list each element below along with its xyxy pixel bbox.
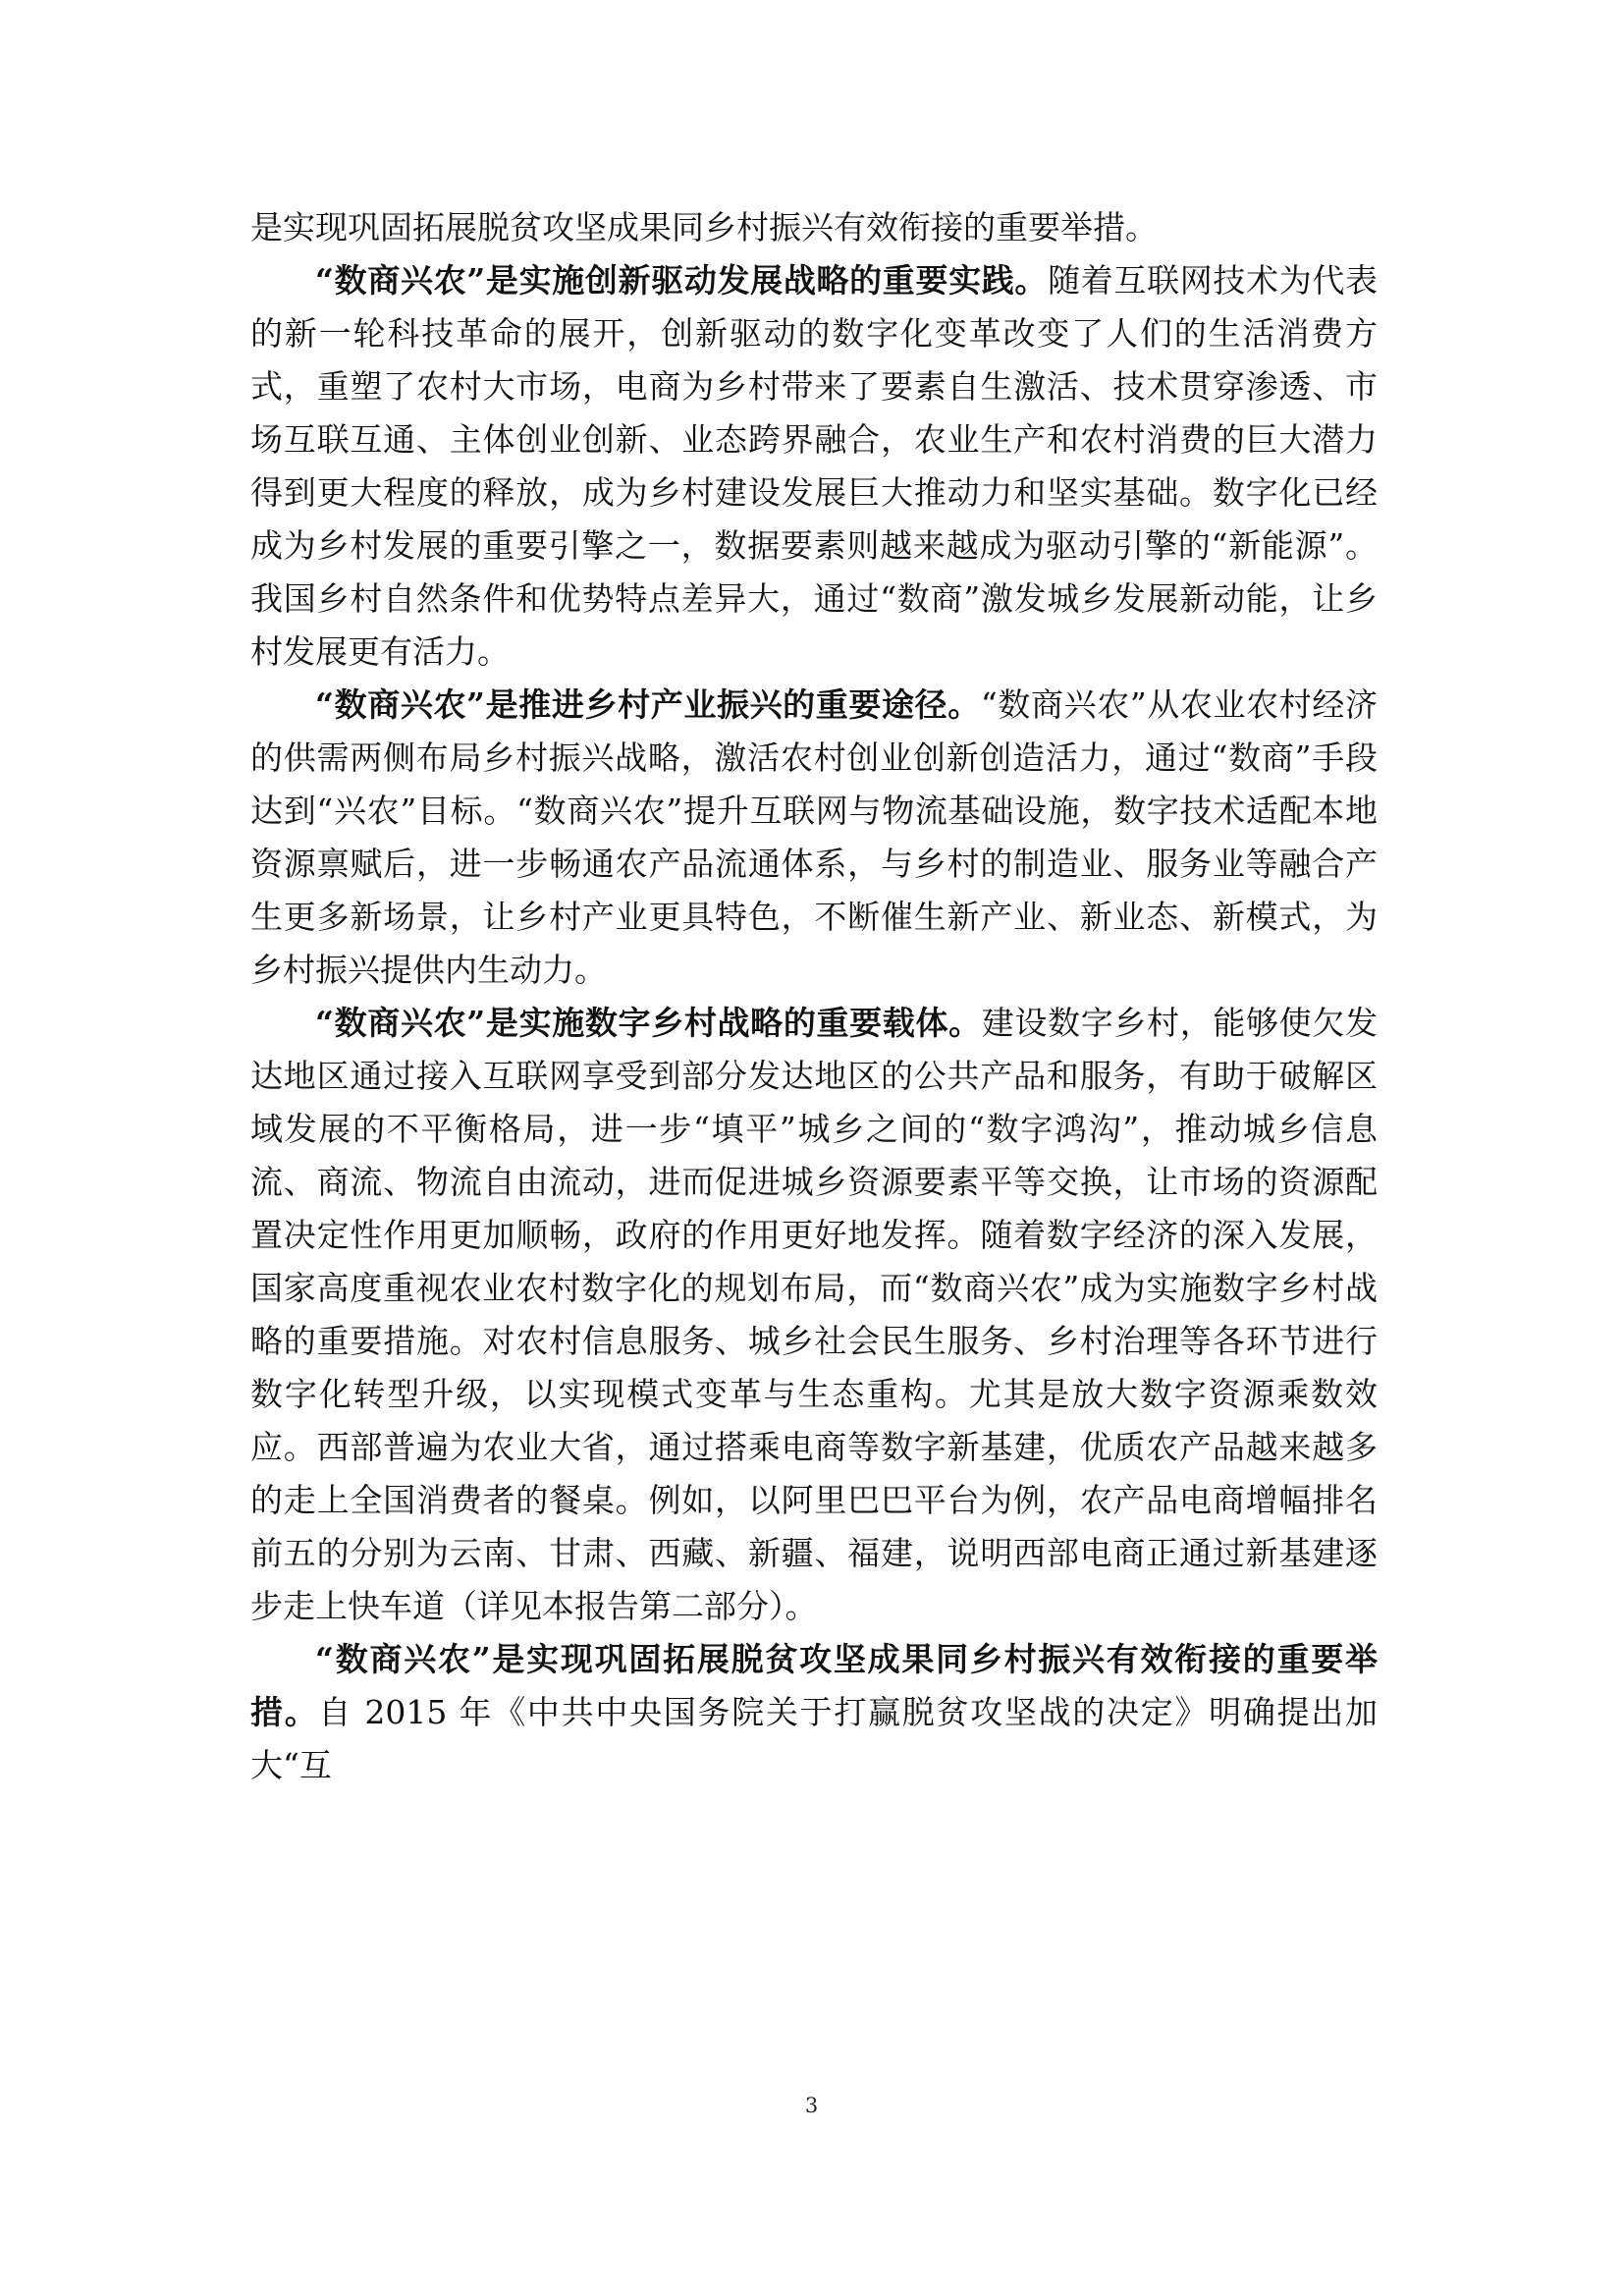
paragraph-text: 自 2015 年《中共中央国务院关于打赢脱贫攻坚战的决定》明确提出加大“互	[250, 1693, 1378, 1784]
paragraph-continuation	[250, 201, 1378, 254]
paragraph-innovation-driven	[250, 254, 1378, 679]
page-number: 3	[804, 2094, 819, 2117]
paragraph-text: 是实现巩固拓展脱贫攻坚成果同乡村振兴有效衔接的重要举措。	[250, 208, 1158, 246]
paragraph-text: “数商兴农”从农业农村经济的供需两侧布局乡村振兴战略，激活农村创业创新创造活力，通过“数商”手段达到“兴农”目标。“数商兴农”提升互联网与物流基础设施，数字技术适配本地资源禀赋后，进一步畅通农产品流通体系，与乡村的制造业、服务业等融合产生更多新场景，让乡村产业更具特色，不断催生新产业、新业态、新模式，为乡村振兴提供内生动力。	[250, 685, 1378, 989]
paragraph-text: 随着互联网技术为代表的新一轮科技革命的展开，创新驱动的数字化变革改变了人们的生活消费方式，重塑了农村大市场，电商为乡村带来了要素自生激活、技术贯穿渗透、市场互联互通、主体创业创新、业态跨界融合，农业生产和农村消费的巨大潜力得到更大程度的释放，成为乡村建设发展巨大推动力和坚实基础。数字化已经成为乡村发展的重要引擎之一，数据要素则越来越成为驱动引擎的“新能源”。我国乡村自然条件和优势特点差异大，通过“数商”激发城乡发展新动能，让乡村发展更有活力。	[250, 261, 1379, 671]
body-text	[250, 201, 1378, 1792]
paragraph-poverty-alleviation	[250, 1633, 1378, 1792]
paragraph-lead: “数商兴农”是推进乡村产业振兴的重要途径。	[315, 685, 981, 724]
paragraph-text: 建设数字乡村，能够使欠发达地区通过接入互联网享受到部分发达地区的公共产品和服务，有助于破解区域发展的不平衡格局，进一步“填平”城乡之间的“数字鸿沟”，推动城乡信息流、商流、物流自由流动，进而促进城乡资源要素平等交换，让市场的资源配置决定性作用更加顺畅，政府的作用更好地发挥。随着数字经济的深入发展，国家高度重视农业农村数字化的规划布局，而“数商兴农”成为实施数字乡村战略的重要措施。对农村信息服务、城乡社会民生服务、乡村治理等各环节进行数字化转型升级，以实现模式变革与生态重构。尤其是放大数字资源乘数效应。西部普遍为农业大省，通过搭乘电商等数字新基建，优质农产品越来越多的走上全国消费者的餐桌。例如，以阿里巴巴平台为例，农产品电商增幅排名前五的分别为云南、甘肃、西藏、新疆、福建，说明西部电商正通过新基建逐步走上快车道（详见本报告第二部分）。	[250, 1004, 1378, 1625]
paragraph-industry-revitalization	[250, 679, 1378, 997]
paragraph-lead: “数商兴农”是实施数字乡村战略的重要载体。	[315, 1004, 982, 1042]
paragraph-digital-village	[250, 997, 1378, 1633]
paragraph-lead: “数商兴农”是实现巩固拓展脱贫攻坚成果同乡村振兴有效衔接的重要举措。	[250, 1640, 1378, 1731]
paragraph-lead: “数商兴农”是实施创新驱动发展战略的重要实践。	[315, 261, 1049, 300]
